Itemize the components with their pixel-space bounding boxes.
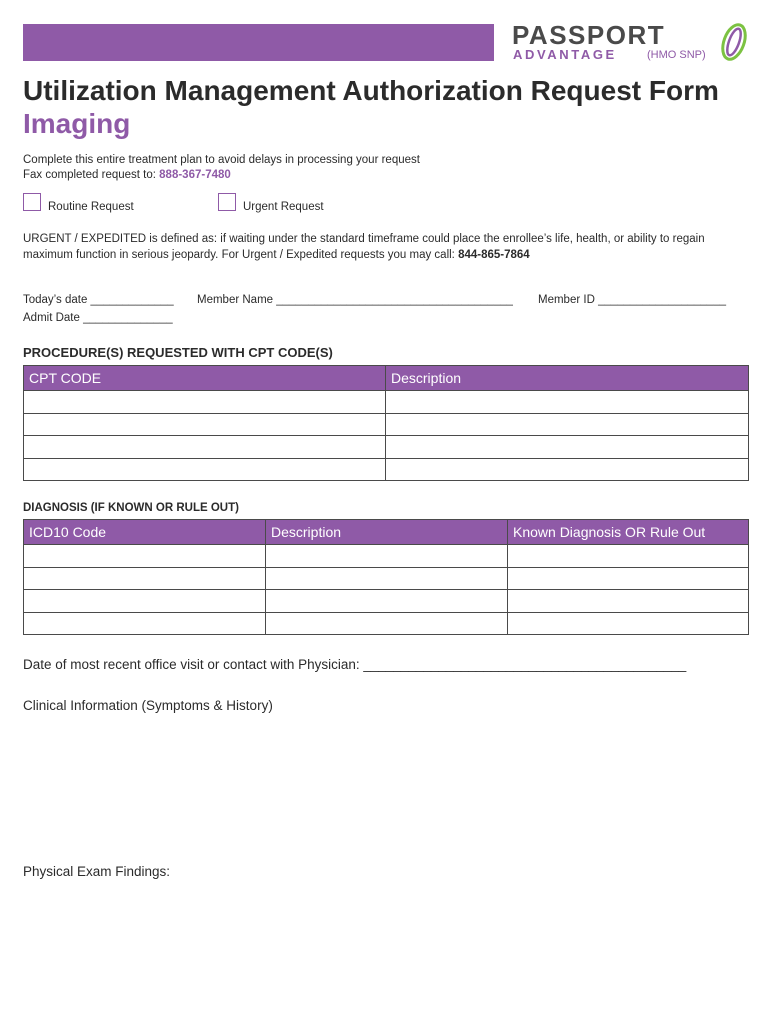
routine-request-checkbox[interactable] bbox=[23, 193, 41, 211]
icd10-code-cell[interactable] bbox=[24, 590, 266, 613]
description-cell[interactable] bbox=[386, 458, 749, 481]
table-row bbox=[24, 458, 749, 481]
cpt-code-cell[interactable] bbox=[24, 436, 386, 459]
column-header-icd10-code: ICD10 Code bbox=[24, 520, 266, 545]
known-or-rule-out-cell[interactable] bbox=[508, 612, 749, 635]
table-row bbox=[24, 413, 749, 436]
description-cell[interactable] bbox=[266, 545, 508, 568]
urgent-request-label: Urgent Request bbox=[243, 201, 324, 213]
column-header-description: Description bbox=[386, 366, 749, 391]
diagnosis-heading: DIAGNOSIS (IF KNOWN OR RULE OUT) bbox=[23, 502, 239, 514]
passport-advantage-logo bbox=[512, 18, 752, 66]
icd10-code-cell[interactable] bbox=[24, 612, 266, 635]
column-header-description: Description bbox=[266, 520, 508, 545]
member-id-field[interactable]: Member ID ____________________ bbox=[538, 294, 726, 306]
table-row bbox=[24, 436, 749, 459]
logo-wordmark: PASSPORT bbox=[512, 20, 666, 50]
passport-leaf-icon bbox=[717, 20, 751, 64]
icd10-code-cell[interactable] bbox=[24, 545, 266, 568]
description-cell[interactable] bbox=[386, 436, 749, 459]
fax-number: 888-367-7480 bbox=[159, 169, 231, 181]
form-subtitle: Imaging bbox=[23, 108, 131, 139]
clinical-information-label: Clinical Information (Symptoms & History) bbox=[23, 698, 273, 713]
column-header-known-or-rule-out: Known Diagnosis OR Rule Out bbox=[508, 520, 749, 545]
known-or-rule-out-cell[interactable] bbox=[508, 545, 749, 568]
icd10-code-cell[interactable] bbox=[24, 567, 266, 590]
table-header-row bbox=[24, 366, 749, 391]
logo-plan-type: (HMO SNP) bbox=[647, 49, 706, 61]
urgent-definition bbox=[23, 231, 743, 263]
procedures-table bbox=[23, 365, 749, 481]
description-cell[interactable] bbox=[266, 590, 508, 613]
urgent-phone: 844-865-7864 bbox=[458, 249, 530, 261]
recent-visit-date-field[interactable]: Date of most recent office visit or contact with Physician: ___________________________________________ bbox=[23, 657, 687, 672]
header-bar bbox=[23, 24, 494, 61]
admit-date-field[interactable]: Admit Date ______________ bbox=[23, 312, 173, 324]
procedures-heading: PROCEDURE(S) REQUESTED WITH CPT CODE(S) bbox=[23, 345, 333, 360]
urgent-request-checkbox[interactable] bbox=[218, 193, 236, 211]
physical-exam-label: Physical Exam Findings: bbox=[23, 864, 171, 879]
table-row bbox=[24, 545, 749, 568]
description-cell[interactable] bbox=[266, 567, 508, 590]
cpt-code-cell[interactable] bbox=[24, 413, 386, 436]
table-row bbox=[24, 391, 749, 414]
member-name-field[interactable]: Member Name _____________________________________ bbox=[197, 294, 513, 306]
urgent-definition-text: URGENT / EXPEDITED is defined as: if waiting under the standard timeframe could place the enrollee’s life, health, or ability to regain maximum function in serious jeopardy. For Urgent / Expedited requests you may call: bbox=[23, 233, 705, 261]
fax-label: Fax completed request to: bbox=[23, 169, 160, 181]
cpt-code-cell[interactable] bbox=[24, 391, 386, 414]
diagnosis-table bbox=[23, 519, 749, 635]
instructions-text: Complete this entire treatment plan to avoid delays in processing your request bbox=[23, 154, 420, 166]
table-row bbox=[24, 590, 749, 613]
table-row bbox=[24, 567, 749, 590]
known-or-rule-out-cell[interactable] bbox=[508, 590, 749, 613]
fax-instruction bbox=[23, 168, 231, 182]
column-header-cpt-code: CPT CODE bbox=[24, 366, 386, 391]
table-row bbox=[24, 612, 749, 635]
routine-request-label: Routine Request bbox=[48, 201, 134, 213]
logo-subwordmark: ADVANTAGE bbox=[513, 47, 617, 62]
description-cell[interactable] bbox=[386, 413, 749, 436]
table-header-row bbox=[24, 520, 749, 545]
form-title: Utilization Management Authorization Request Form bbox=[23, 75, 719, 106]
cpt-code-cell[interactable] bbox=[24, 458, 386, 481]
todays-date-field[interactable]: Today’s date _____________ bbox=[23, 294, 174, 306]
description-cell[interactable] bbox=[386, 391, 749, 414]
known-or-rule-out-cell[interactable] bbox=[508, 567, 749, 590]
description-cell[interactable] bbox=[266, 612, 508, 635]
